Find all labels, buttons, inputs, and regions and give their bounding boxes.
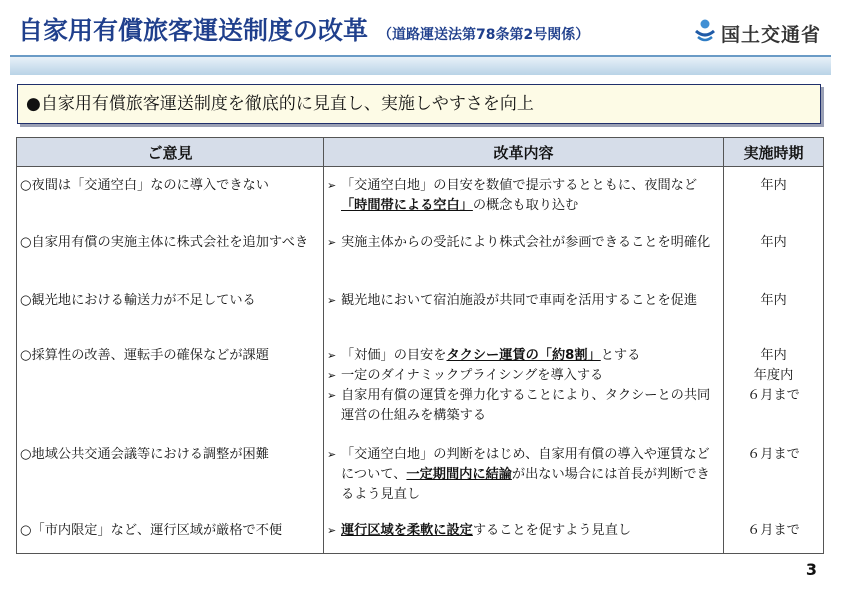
reform-table [16, 137, 824, 554]
summary-banner: ●自家用有償旅客運送制度を徹底的に見直し、実施しやすさを向上 [17, 84, 821, 124]
ministry-logo [694, 19, 821, 47]
timing-cell [724, 337, 824, 436]
timing-text: 年内 [760, 178, 787, 193]
reform-bullet [327, 291, 720, 311]
reform-text-part: することを促すよう見直し [472, 522, 632, 538]
reform-bullet [327, 346, 720, 366]
reform-text [341, 346, 720, 366]
reform-bullet [327, 386, 720, 426]
header-reform: 改革内容 [324, 138, 724, 167]
reform-text [341, 291, 720, 311]
opinion-cell: ○採算性の改善、運転手の確保などが課題 [17, 337, 324, 436]
reform-text [341, 445, 720, 505]
reform-cell [324, 512, 724, 554]
table-row [17, 282, 824, 337]
reform-bullet [327, 176, 720, 216]
emphasis-text: タクシー運賃の「約8割」 [446, 347, 601, 363]
opinion-cell: ○夜間は「交通空白」なのに導入できない [17, 167, 324, 224]
table-header-row [17, 138, 824, 167]
reform-cell [324, 167, 724, 224]
table-row [17, 436, 824, 512]
emphasis-text: 「時間帯による空白」 [341, 198, 473, 213]
reform-cell [324, 224, 724, 282]
arrow-bullet-icon: ➢ [327, 348, 337, 362]
reform-bullet [327, 521, 720, 541]
timing-text: 年内 [760, 292, 787, 308]
reform-text-part: が出ない場合には首長が判断できるよう見直し [341, 466, 710, 502]
timing-cell [724, 167, 824, 224]
mlit-logo-icon [694, 18, 716, 48]
emphasis-text: 運行区域を柔軟に設定 [341, 522, 473, 538]
title-underline-band [10, 55, 831, 75]
timing-cell [724, 224, 824, 282]
arrow-bullet-icon: ➢ [327, 388, 337, 402]
emphasis-text: 一定期間内に結論 [406, 466, 512, 482]
header-opinion: ご意見 [17, 138, 324, 167]
timing-text: 年内 [760, 347, 787, 363]
arrow-bullet-icon: ➢ [327, 235, 337, 249]
arrow-bullet-icon: ➢ [327, 447, 337, 461]
reform-text-part: 自家用有償の運賃を弾力化することにより、タクシーとの共同運営の仕組みを構築する [341, 387, 711, 423]
timing-cell [724, 436, 824, 512]
table-row [17, 224, 824, 282]
reform-text [341, 366, 720, 386]
timing-text: 年度内 [753, 367, 794, 383]
ministry-name: 国土交通省 [721, 23, 822, 46]
table-row [17, 337, 824, 436]
reform-text-part: 実施主体からの受託により株式会社が参画できることを明確化 [341, 234, 711, 250]
reform-text-part: の概念も取り込む [472, 198, 579, 213]
opinion-cell: ○自家用有償の実施主体に株式会社を追加すべき [17, 224, 324, 282]
reform-text-part: 「交通空白地」の目安を数値で提示するとともに、夜間など [341, 178, 698, 193]
reform-text-part: 観光地において宿泊施設が共同で車両を活用することを促進 [341, 292, 698, 308]
arrow-bullet-icon: ➢ [327, 179, 337, 192]
page-number: 3 [805, 560, 817, 579]
opinion-cell: ○地域公共交通会議等における調整が困難 [17, 436, 324, 512]
timing-cell [724, 282, 824, 337]
timing-text: ６月まで [747, 446, 800, 462]
opinion-cell: ○「市内限定」など、運行区域が厳格で不便 [17, 512, 324, 554]
timing-text: 年内 [760, 234, 787, 250]
timing-text: ６月まで [747, 387, 800, 403]
reform-text-part: 一定のダイナミックプライシングを導入する [341, 367, 604, 383]
reform-text [341, 386, 720, 426]
table-row [17, 167, 824, 224]
arrow-bullet-icon: ➢ [327, 368, 337, 382]
header-timing: 実施時期 [724, 138, 824, 167]
arrow-bullet-icon: ➢ [327, 523, 337, 537]
reform-cell [324, 436, 724, 512]
page-subtitle: （道路運送法第78条第2号関係） [378, 27, 590, 43]
opinion-cell: ○観光地における輸送力が不足している [17, 282, 324, 337]
reform-cell [324, 282, 724, 337]
reform-text-part: とする [600, 347, 641, 363]
reform-text-part: 「対価」の目安を [341, 347, 447, 363]
table-row [17, 512, 824, 554]
reform-bullet [327, 366, 720, 386]
reform-text-part: 「交通空白地」の判断をはじめ、自家用有償の導入や運賃などについて、 [341, 446, 710, 482]
reform-text [341, 521, 720, 541]
page-title: 自家用有償旅客運送制度の改革 [18, 16, 369, 45]
arrow-bullet-icon: ➢ [327, 293, 337, 307]
reform-bullet [327, 233, 720, 253]
reform-cell [324, 337, 724, 436]
timing-text: ６月まで [747, 522, 800, 538]
reform-bullet [327, 445, 720, 505]
reform-text [341, 176, 720, 216]
reform-text [341, 233, 720, 253]
timing-cell [724, 512, 824, 554]
